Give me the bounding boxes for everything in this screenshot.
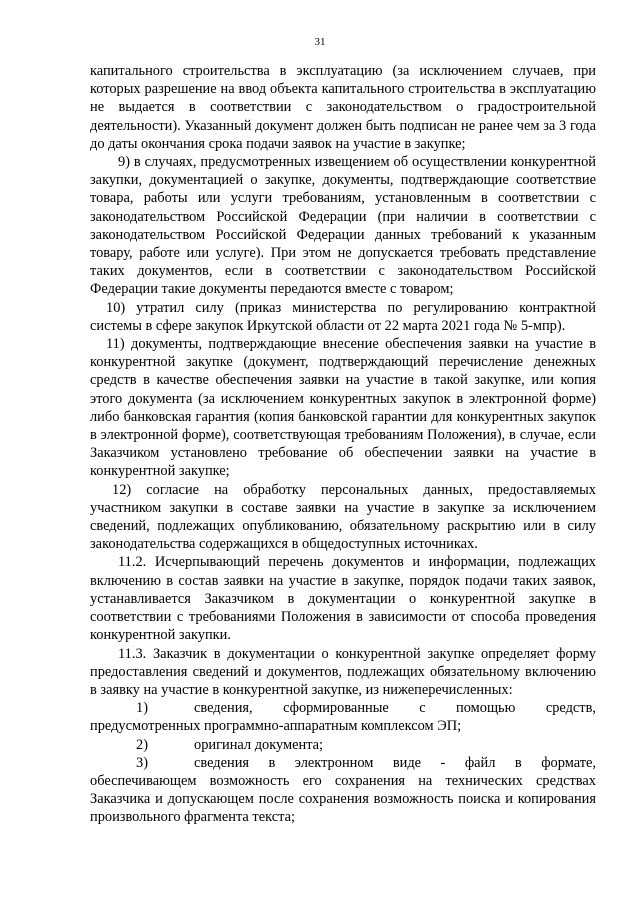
- document-body: [90, 62, 596, 827]
- paragraph-11-3: 11.3. Заказчик в документации о конкурентной закупке определяет форму предоставления сведений и документов, подлежащих обязательному включению в заявку на участие в конкурентной закупке, из нижеперечисленных:: [90, 645, 596, 698]
- list-item: [90, 736, 596, 754]
- paragraph-item-9: 9) в случаях, предусмотренных извещением об осуществлении конкурентной закупки, документацией о закупке, документы, подтверждающие соответствие товара, работы или услуги требованиям, установленным в соответствии с законодательством Российской Федерации (при наличии в соответствии с законодательством Российской Федерации данных требований к указанным товару, работе или услуге). При этом не допускается требовать представление таких документов, если в соответствии с законодательством Российской Федерации такие документы передаются вместе с товаром;: [90, 154, 596, 298]
- list-item-number: 3): [136, 754, 148, 771]
- list-item-text: сведения, сформированные с помощью средств,: [194, 700, 596, 717]
- page-number: 31: [314, 36, 326, 48]
- paragraph-item-10: 10) утратил силу (приказ министерства по регулированию контрактной системы в сфере закупок Иркутской области от 22 марта 2021 года № 5-мпр).: [90, 299, 596, 334]
- list-item-continuation: обеспечивающем возможность его сохранения на технических средствах Заказчика и допускающем после сохранения возможность поиска и копирования произвольного фрагмента текста;: [90, 772, 596, 826]
- paragraph-item-11: 11) документы, подтверждающие внесение обеспечения заявки на участие в конкурентной закупке (документ, подтверждающий перечисление денежных средств в качестве обеспечения заявки на участие в такой закупке, или копия этого документа (за исключением конкурентных закупок в электронной форме) либо банковская гарантия (копия банковской гарантии для конкурентных закупок в электронной форме), соответствующая требованиям Положения), в случае, если Заказчиком установлено требование об обеспечении заявки на участие в конкурентной закупке;: [90, 336, 596, 480]
- list-item-number: 2): [136, 736, 148, 753]
- list-item-text: оригинал документа;: [194, 736, 324, 753]
- list-item: [90, 699, 596, 735]
- list-item-continuation: предусмотренных программно-аппаратным комплексом ЭП;: [90, 718, 462, 735]
- paragraph-item-12: 12) согласие на обработку персональных данных, предоставляемых участником закупки в составе заявки на участие в закупке за исключением сведений, подлежащих опубликованию, обязательному раскрытию или в силу законодательства содержащихся в общедоступных источниках.: [90, 481, 596, 553]
- list-item-number: 1): [136, 700, 148, 717]
- list-item: [90, 754, 596, 827]
- list-item-text: сведения в электронном виде - файл в формате,: [194, 754, 596, 771]
- paragraph-11-2: 11.2. Исчерпывающий перечень документов и информации, подлежащих включению в состав заявки на участие в закупке, порядок подачи таких заявок, устанавливается Заказчиком в документации о конкурентной закупке в соответствии с требованиями Положения в зависимости от способа проведения конкурентной закупки.: [90, 554, 596, 644]
- paragraph-continuation: капитального строительства в эксплуатацию (за исключением случаев, при которых разрешение на ввод объекта капитального строительства в эксплуатацию не выдается в соответствии с законодательством о градостроительной деятельности). Указанный документ должен быть подписан не ранее чем за 3 года до даты окончания срока подачи заявок на участие в закупке;: [90, 63, 596, 152]
